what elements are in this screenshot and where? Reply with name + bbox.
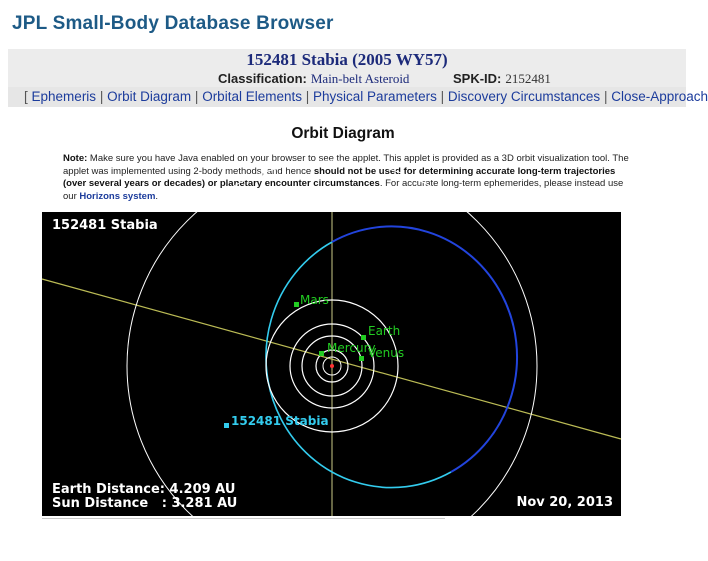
classification	[218, 71, 409, 87]
object-header	[8, 49, 686, 87]
nav-separator: |	[440, 89, 445, 104]
note-text-2: . For accurate long-term ephemerides, please instead use our	[63, 178, 624, 202]
nav-link-discovery-circumstances[interactable]: Discovery Circumstances	[447, 89, 601, 104]
earth-distance: Earth Distance: 4.209 AU	[52, 482, 236, 497]
mercury-marker[interactable]	[319, 351, 324, 356]
horizons-link[interactable]: Horizons system	[79, 190, 156, 202]
asteroid-orbit-near	[266, 242, 451, 488]
earth-label: Earth	[368, 324, 401, 338]
object-name: 152481 Stabia (2005 WY57)	[246, 50, 448, 69]
asteroid-marker[interactable]	[224, 423, 229, 428]
orbit-applet[interactable]	[42, 212, 621, 516]
spk-id-label: SPK-ID:	[453, 71, 502, 86]
classification-label: Classification:	[218, 71, 307, 86]
nav-link-close-approach[interactable]: Close-Approach	[611, 89, 708, 104]
section-title: Orbit Diagram	[291, 125, 395, 142]
spk-id-value: 2152481	[505, 71, 551, 86]
applet-date: Nov 20, 2013	[516, 495, 613, 510]
nav-separator: |	[305, 89, 310, 104]
mercury-label: Mercury	[327, 341, 376, 355]
sun-icon	[330, 364, 334, 368]
note-warning: should not be used for determining accurate long-term trajectories (over several years or decades) or planetary encounter circumstances	[63, 165, 616, 190]
note-text: Make sure you have Java enabled on your browser to see the applet. This applet is provided as a 3D orbit visualization tool. The applet was implemented using 2-body methods, and hence	[63, 153, 629, 177]
nav-link-orbital-elements[interactable]: Orbital Elements	[202, 89, 302, 104]
sun-distance: Sun Distance : 3.281 AU	[52, 496, 238, 511]
note-text-3: .	[155, 190, 159, 202]
spk-id	[453, 71, 551, 87]
nav-link-physical-parameters[interactable]: Physical Parameters	[313, 89, 437, 104]
nav-separator: |	[194, 89, 199, 104]
nav-separator: |	[99, 89, 104, 104]
applet-object-title: 152481 Stabia	[52, 218, 158, 233]
divider	[42, 518, 445, 519]
earth-marker[interactable]	[361, 335, 366, 340]
mars-marker[interactable]	[294, 302, 299, 307]
nav-link-orbit-diagram[interactable]: Orbit Diagram	[107, 89, 192, 104]
venus-label: Venus	[368, 346, 405, 360]
orbit-diagram[interactable]	[42, 212, 621, 516]
nav-link-ephemeris[interactable]: Ephemeris	[31, 89, 97, 104]
site-title: JPL Small-Body Database Browser	[12, 13, 334, 34]
section-nav	[8, 87, 708, 107]
note-label: Note:	[63, 153, 88, 164]
mars-label: Mars	[300, 293, 329, 307]
asteroid-label: 152481 Stabia	[231, 414, 329, 428]
classification-link[interactable]: Main-belt Asteroid	[310, 71, 410, 86]
applet-note	[63, 153, 633, 203]
venus-marker[interactable]	[359, 356, 364, 361]
nav-bracket: [	[24, 89, 28, 104]
nav-separator: |	[603, 89, 608, 104]
